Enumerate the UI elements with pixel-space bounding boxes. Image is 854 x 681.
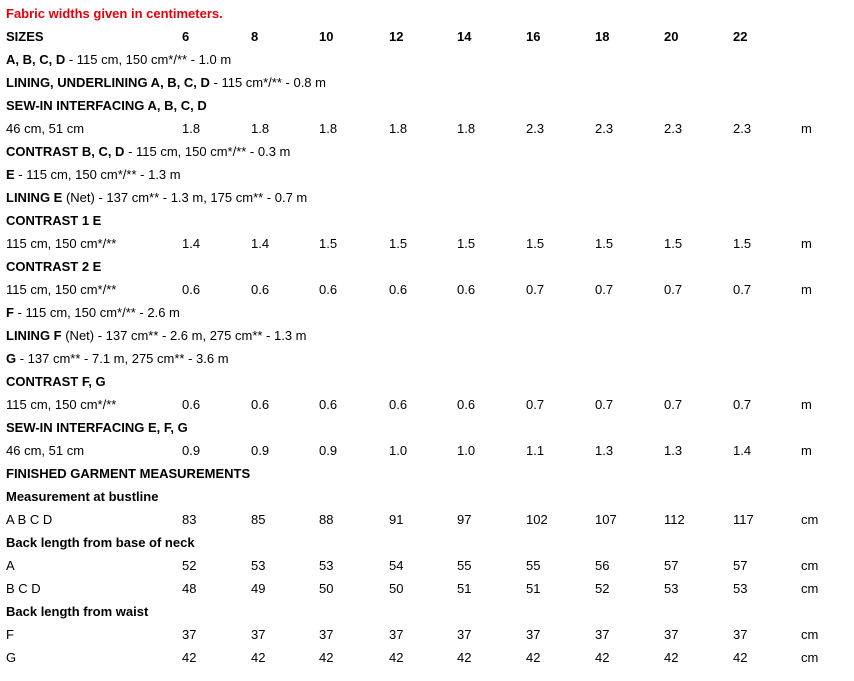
value-cell: 2.3	[595, 121, 614, 136]
value-cell: 1.8	[319, 121, 338, 136]
value-cell: 1.0	[457, 443, 476, 458]
unit-cell: m	[801, 236, 812, 251]
value-cell: 51	[457, 581, 472, 596]
sewin-efg-heading: SEW-IN INTERFACING E, F, G	[6, 420, 188, 435]
value-cell: 0.6	[251, 282, 270, 297]
finished-garment-heading: FINISHED GARMENT MEASUREMENTS	[6, 466, 251, 481]
value-cell: 53	[733, 581, 748, 596]
fabric-e-line: E - 115 cm, 150 cm*/** - 1.3 m	[6, 167, 181, 182]
value-cell: 1.3	[664, 443, 683, 458]
contrast-bcd-line: CONTRAST B, C, D - 115 cm, 150 cm*/** - 0.3 m	[6, 144, 291, 159]
value-cell: 42	[251, 650, 266, 665]
value-cell: 1.3	[595, 443, 614, 458]
lining-abcd-line: LINING, UNDERLINING A, B, C, D - 115 cm*/** - 0.8 m	[6, 75, 326, 90]
value-cell: 37	[664, 627, 679, 642]
sewin-abcd-heading: SEW-IN INTERFACING A, B, C, D	[6, 98, 207, 113]
neck-bcd-values-row	[0, 581, 854, 603]
fabric-g-line: G - 137 cm** - 7.1 m, 275 cm** - 3.6 m	[6, 351, 229, 366]
value-cell: 1.5	[457, 236, 476, 251]
value-cell: 0.7	[664, 282, 683, 297]
lining-abcd-row	[0, 75, 854, 97]
value-cell: 1.8	[182, 121, 201, 136]
value-cell: 42	[457, 650, 472, 665]
value-cell: 0.6	[457, 397, 476, 412]
backneck-heading-row	[0, 535, 854, 557]
value-cell: 1.5	[733, 236, 752, 251]
fabric-e-row	[0, 167, 854, 189]
size-6: 6	[182, 29, 190, 44]
value-cell: 2.3	[664, 121, 683, 136]
unit-cell: cm	[801, 581, 819, 596]
size-20: 20	[664, 29, 679, 44]
value-cell: 37	[595, 627, 610, 642]
value-cell: 1.5	[595, 236, 614, 251]
value-cell: 1.5	[664, 236, 683, 251]
value-cell: 50	[319, 581, 334, 596]
value-cell: 1.1	[526, 443, 545, 458]
value-cell: 1.4	[182, 236, 201, 251]
value-cell: 37	[733, 627, 748, 642]
row-label: G	[6, 650, 17, 665]
value-cell: 0.7	[664, 397, 683, 412]
value-cell: 112	[664, 512, 685, 527]
value-cell: 57	[664, 558, 679, 573]
size-10: 10	[319, 29, 334, 44]
value-cell: 52	[595, 581, 610, 596]
contrast2e-values-row	[0, 282, 854, 304]
size-22: 22	[733, 29, 748, 44]
sewin-abcd-heading-row	[0, 98, 854, 120]
contrast2e-heading: CONTRAST 2 E	[6, 259, 102, 274]
value-cell: 42	[664, 650, 679, 665]
value-cell: 1.4	[251, 236, 270, 251]
value-cell: 0.7	[526, 282, 545, 297]
value-cell: 53	[251, 558, 266, 573]
value-cell: 0.9	[182, 443, 201, 458]
size-14: 14	[457, 29, 472, 44]
value-cell: 0.7	[595, 282, 614, 297]
contrast1e-heading: CONTRAST 1 E	[6, 213, 102, 228]
contrast1e-heading-row	[0, 213, 854, 235]
unit-cell: m	[801, 282, 812, 297]
unit-cell: m	[801, 121, 812, 136]
value-cell: 0.6	[457, 282, 476, 297]
value-cell: 0.9	[251, 443, 270, 458]
sewin-efg-values-row	[0, 443, 854, 465]
finished-heading-row	[0, 466, 854, 488]
value-cell: 85	[251, 512, 266, 527]
value-cell: 42	[182, 650, 197, 665]
row-label: 115 cm, 150 cm*/**	[6, 397, 117, 412]
value-cell: 51	[526, 581, 541, 596]
value-cell: 37	[389, 627, 404, 642]
row-label: 115 cm, 150 cm*/**	[6, 282, 117, 297]
value-cell: 91	[389, 512, 404, 527]
lining-e-line: LINING E (Net) - 137 cm** - 1.3 m, 175 cm** - 0.7 m	[6, 190, 308, 205]
fabric-widths-title: Fabric widths given in centimeters.	[6, 6, 223, 21]
bustline-heading: Measurement at bustline	[6, 489, 159, 504]
value-cell: 0.6	[182, 282, 201, 297]
value-cell: 1.5	[319, 236, 338, 251]
value-cell: 42	[319, 650, 334, 665]
value-cell: 52	[182, 558, 197, 573]
value-cell: 50	[389, 581, 404, 596]
size-16: 16	[526, 29, 541, 44]
value-cell: 0.6	[182, 397, 201, 412]
row-label: A	[6, 558, 15, 573]
value-cell: 37	[319, 627, 334, 642]
value-cell: 1.4	[733, 443, 752, 458]
back-waist-heading: Back length from waist	[6, 604, 149, 619]
value-cell: 102	[526, 512, 548, 527]
value-cell: 0.7	[733, 282, 752, 297]
unit-cell: m	[801, 397, 812, 412]
value-cell: 53	[319, 558, 334, 573]
value-cell: 1.0	[389, 443, 408, 458]
unit-cell: m	[801, 443, 812, 458]
value-cell: 37	[251, 627, 266, 642]
contrast1e-values-row	[0, 236, 854, 258]
value-cell: 53	[664, 581, 679, 596]
sizes-label: SIZES	[6, 29, 44, 44]
value-cell: 49	[251, 581, 266, 596]
value-cell: 0.6	[389, 282, 408, 297]
unit-cell: cm	[801, 650, 819, 665]
value-cell: 0.7	[526, 397, 545, 412]
value-cell: 1.8	[251, 121, 270, 136]
value-cell: 37	[526, 627, 541, 642]
neck-a-values-row	[0, 558, 854, 580]
contrast2e-heading-row	[0, 259, 854, 281]
value-cell: 0.7	[595, 397, 614, 412]
fabric-f-line: F - 115 cm, 150 cm*/** - 2.6 m	[6, 305, 180, 320]
value-cell: 42	[389, 650, 404, 665]
contrast-bcd-row	[0, 144, 854, 166]
fabric-abcd-row	[0, 52, 854, 74]
value-cell: 37	[182, 627, 197, 642]
backwaist-heading-row	[0, 604, 854, 626]
value-cell: 0.7	[733, 397, 752, 412]
value-cell: 48	[182, 581, 197, 596]
bust-abcd-values-row	[0, 512, 854, 534]
bustline-heading-row	[0, 489, 854, 511]
value-cell: 1.5	[526, 236, 545, 251]
value-cell: 0.6	[389, 397, 408, 412]
row-label: F	[6, 627, 14, 642]
row-label: A B C D	[6, 512, 53, 527]
value-cell: 1.8	[389, 121, 408, 136]
waist-g-values-row	[0, 650, 854, 672]
lining-f-row	[0, 328, 854, 350]
value-cell: 0.9	[319, 443, 338, 458]
value-cell: 37	[457, 627, 472, 642]
lining-e-row	[0, 190, 854, 212]
fabric-abcd-line: A, B, C, D - 115 cm, 150 cm*/** - 1.0 m	[6, 52, 232, 67]
value-cell: 54	[389, 558, 404, 573]
value-cell: 97	[457, 512, 472, 527]
value-cell: 56	[595, 558, 610, 573]
value-cell: 42	[526, 650, 541, 665]
value-cell: 2.3	[526, 121, 545, 136]
value-cell: 55	[457, 558, 472, 573]
contrast-fg-heading: CONTRAST F, G	[6, 374, 106, 389]
value-cell: 0.6	[251, 397, 270, 412]
value-cell: 55	[526, 558, 541, 573]
value-cell: 57	[733, 558, 748, 573]
value-cell: 42	[595, 650, 610, 665]
fabric-f-row	[0, 305, 854, 327]
back-neck-heading: Back length from base of neck	[6, 535, 195, 550]
value-cell: 1.5	[389, 236, 408, 251]
contrast-fg-values-row	[0, 397, 854, 419]
unit-cell: cm	[801, 558, 819, 573]
row-label: 115 cm, 150 cm*/**	[6, 236, 117, 251]
row-label: 46 cm, 51 cm	[6, 443, 85, 458]
sizes-header-row	[0, 29, 854, 51]
row-label: B C D	[6, 581, 41, 596]
value-cell: 42	[733, 650, 748, 665]
value-cell: 83	[182, 512, 197, 527]
unit-cell: cm	[801, 627, 819, 642]
size-8: 8	[251, 29, 259, 44]
value-cell: 117	[733, 512, 754, 527]
waist-f-values-row	[0, 627, 854, 649]
value-cell: 0.6	[319, 282, 338, 297]
sewin-efg-heading-row	[0, 420, 854, 442]
size-12: 12	[389, 29, 404, 44]
contrast-fg-heading-row	[0, 374, 854, 396]
value-cell: 0.6	[319, 397, 338, 412]
value-cell: 107	[595, 512, 617, 527]
fabric-g-row	[0, 351, 854, 373]
sewin-abcd-values-row	[0, 121, 854, 143]
lining-f-line: LINING F (Net) - 137 cm** - 2.6 m, 275 cm** - 1.3 m	[6, 328, 307, 343]
size-18: 18	[595, 29, 610, 44]
row-label: 46 cm, 51 cm	[6, 121, 85, 136]
value-cell: 88	[319, 512, 334, 527]
value-cell: 2.3	[733, 121, 752, 136]
unit-cell: cm	[801, 512, 819, 527]
value-cell: 1.8	[457, 121, 476, 136]
